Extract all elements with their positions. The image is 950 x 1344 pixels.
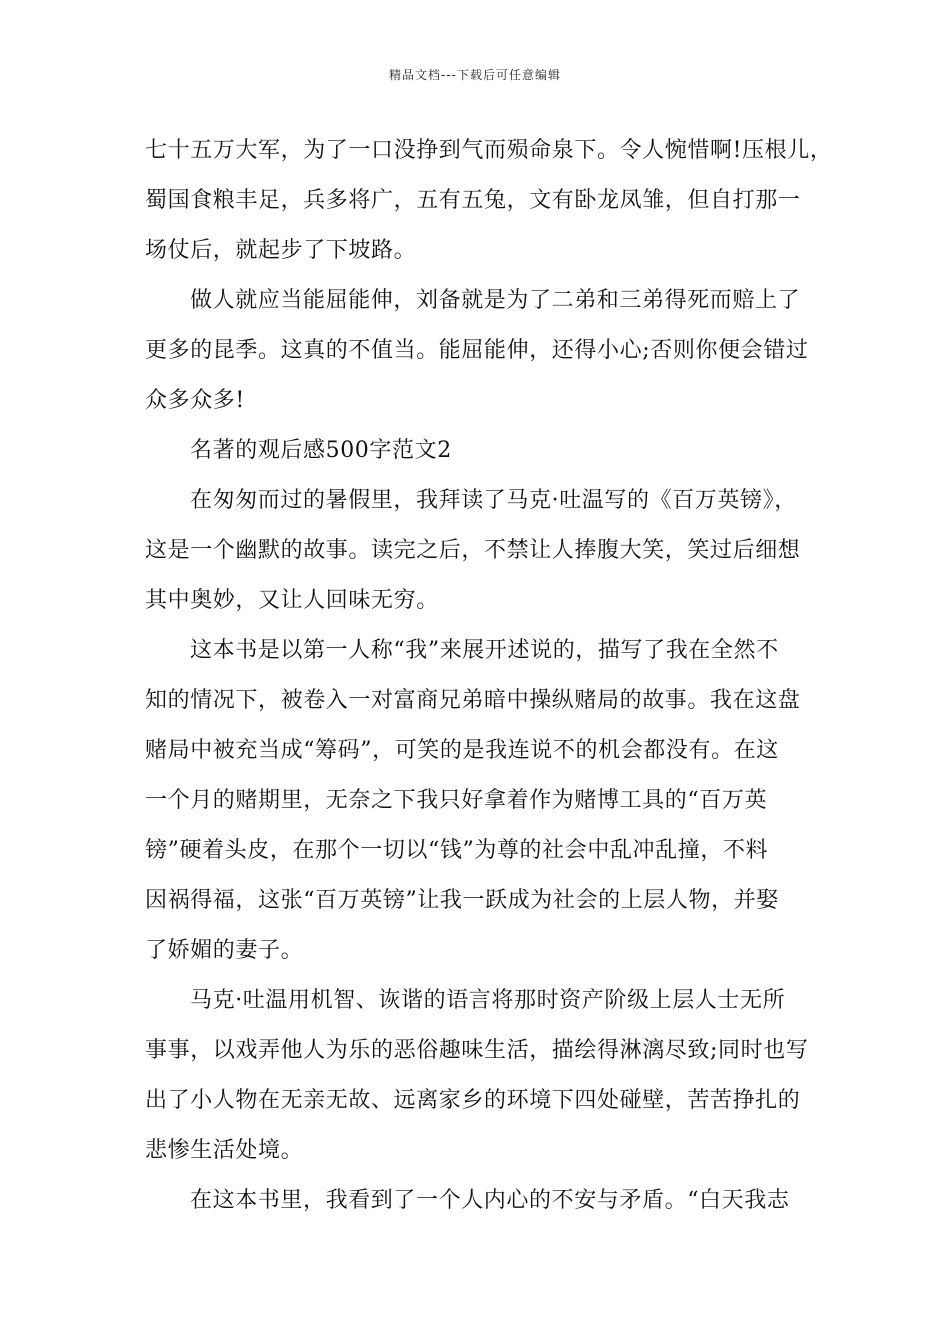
- paragraph-line: 悲惨生活处境。: [145, 1138, 304, 1163]
- paragraph-line: 一个月的赌期里，无奈之下我只好拿着作为赌博工具的“百万英: [145, 788, 768, 813]
- page-header: 精品文档---下载后可任意编辑: [389, 68, 561, 82]
- paragraph-line: 其中奥妙，又让人回味无穷。: [145, 588, 439, 613]
- paragraph-line: 场仗后，就起步了下坡路。: [145, 238, 417, 263]
- paragraph-6: [145, 1176, 813, 1226]
- paragraph-line: 事事，以戏弄他人为乐的恶俗趣味生活，描绘得淋漓尽致;同时也写: [145, 1038, 809, 1063]
- paragraph-line: 在匆匆而过的暑假里，我拜读了马克·吐温写的《百万英镑》，: [190, 488, 797, 513]
- section-heading: [145, 426, 813, 476]
- paragraph-line: 做人就应当能屈能伸，刘备就是为了二弟和三弟得死而赔上了: [190, 288, 801, 313]
- paragraph-line: 七十五万大军，为了一口没挣到气而殒命泉下。令人惋惜啊!压根儿，: [145, 138, 833, 163]
- paragraph-3: [145, 476, 813, 626]
- paragraph-line: 知的情况下，被卷入一对富商兄弟暗中操纵赌局的故事。我在这盘: [145, 688, 801, 713]
- paragraph-line: 更多的昆季。这真的不值当。能屈能伸，还得小心;否则你便会错过: [145, 338, 809, 363]
- paragraph-line: 镑”硬着头皮，在那个一切以“钱”为尊的社会中乱冲乱撞，不料: [145, 838, 769, 863]
- paragraph-line: 了娇媚的妻子。: [145, 938, 304, 963]
- paragraph-4: [145, 626, 813, 976]
- paragraph-5: [145, 976, 813, 1176]
- paragraph-line: 因祸得福，这张“百万英镑”让我一跃成为社会的上层人物，并娶: [145, 888, 779, 913]
- document-body: [145, 126, 833, 1226]
- paragraph-line: 众多众多!: [145, 388, 245, 413]
- paragraph-line: 这本书是以第一人称“我”来展开述说的，描写了我在全然不: [190, 638, 779, 663]
- section-heading-text: 名著的观后感500字范文2: [190, 438, 452, 463]
- paragraph-1: [145, 126, 833, 276]
- paragraph-line: 赌局中被充当成“筹码”，可笑的是我连说不的机会都没有。在这: [145, 738, 779, 763]
- paragraph-line: 蜀国食粮丰足，兵多将广，五有五兔，文有卧龙凤雏，但自打那一: [145, 188, 801, 213]
- paragraph-line: 出了小人物在无亲无故、远离家乡的环境下四处碰壁，苦苦挣扎的: [145, 1088, 801, 1113]
- paragraph-line: 马克·吐温用机智、诙谐的语言将那时资产阶级上层人士无所: [190, 988, 786, 1013]
- paragraph-line: 这是一个幽默的故事。读完之后，不禁让人捧腹大笑，笑过后细想: [145, 538, 801, 563]
- paragraph-2: [145, 276, 813, 426]
- paragraph-line: 在这本书里，我看到了一个人内心的不安与矛盾。“白天我志: [190, 1188, 790, 1213]
